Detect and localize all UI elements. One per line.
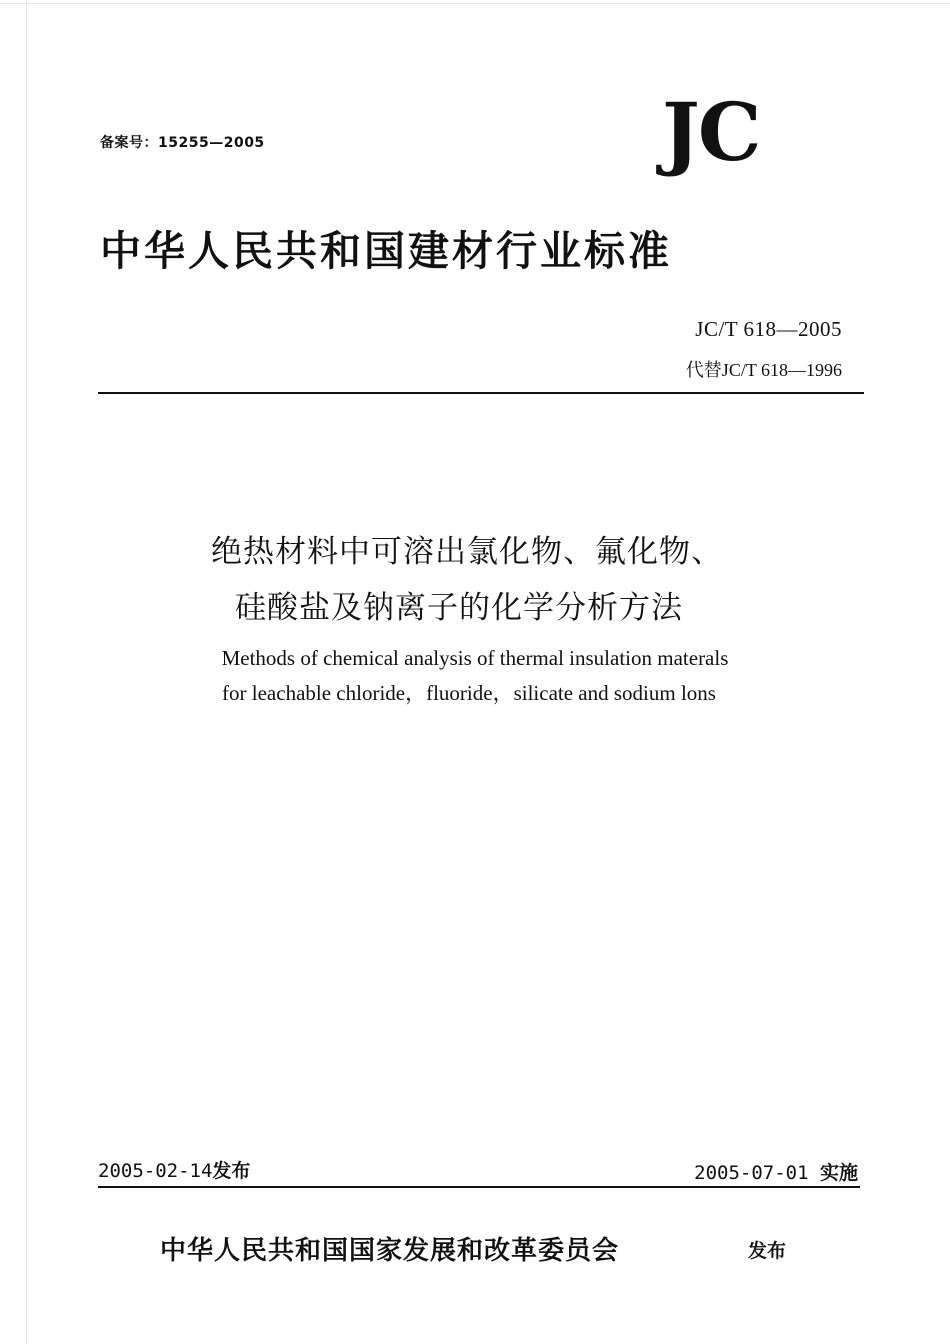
chinese-title-line-1: 绝热材料中可溶出氯化物、氟化物、 bbox=[211, 534, 723, 570]
standard-number: JC/T 618—2005 bbox=[695, 317, 842, 341]
page-edge-left bbox=[26, 0, 27, 1344]
implementation-date: 2005-07-01 bbox=[694, 1162, 809, 1184]
implementation-label: 实施 bbox=[819, 1162, 858, 1184]
implementation-date-block bbox=[694, 1158, 858, 1185]
issue-date: 2005-02-14 bbox=[98, 1160, 213, 1182]
footer-divider bbox=[98, 1186, 860, 1188]
issue-date-block bbox=[98, 1156, 250, 1183]
record-number: 备案号：15255—2005 bbox=[100, 135, 265, 151]
standard-category-title: 中华人民共和国建材行业标准 bbox=[100, 227, 672, 275]
publish-label: 发布 bbox=[748, 1240, 787, 1262]
issue-label: 发布 bbox=[212, 1160, 251, 1182]
english-title-line-2: for leachable chloride，fluoride，silicate and sodium lons bbox=[222, 681, 716, 705]
publisher-name: 中华人民共和国国家发展和改革委员会 bbox=[160, 1236, 620, 1266]
chinese-title-line-2: 硅酸盐及钠离子的化学分析方法 bbox=[235, 590, 683, 626]
header-divider bbox=[98, 392, 864, 394]
page-edge-top bbox=[0, 3, 950, 4]
english-title-line-1: Methods of chemical analysis of thermal insulation materals bbox=[221, 646, 729, 670]
jc-logo: JC bbox=[662, 85, 760, 179]
replaces-standard: 代替JC/T 618—1996 bbox=[685, 360, 842, 380]
